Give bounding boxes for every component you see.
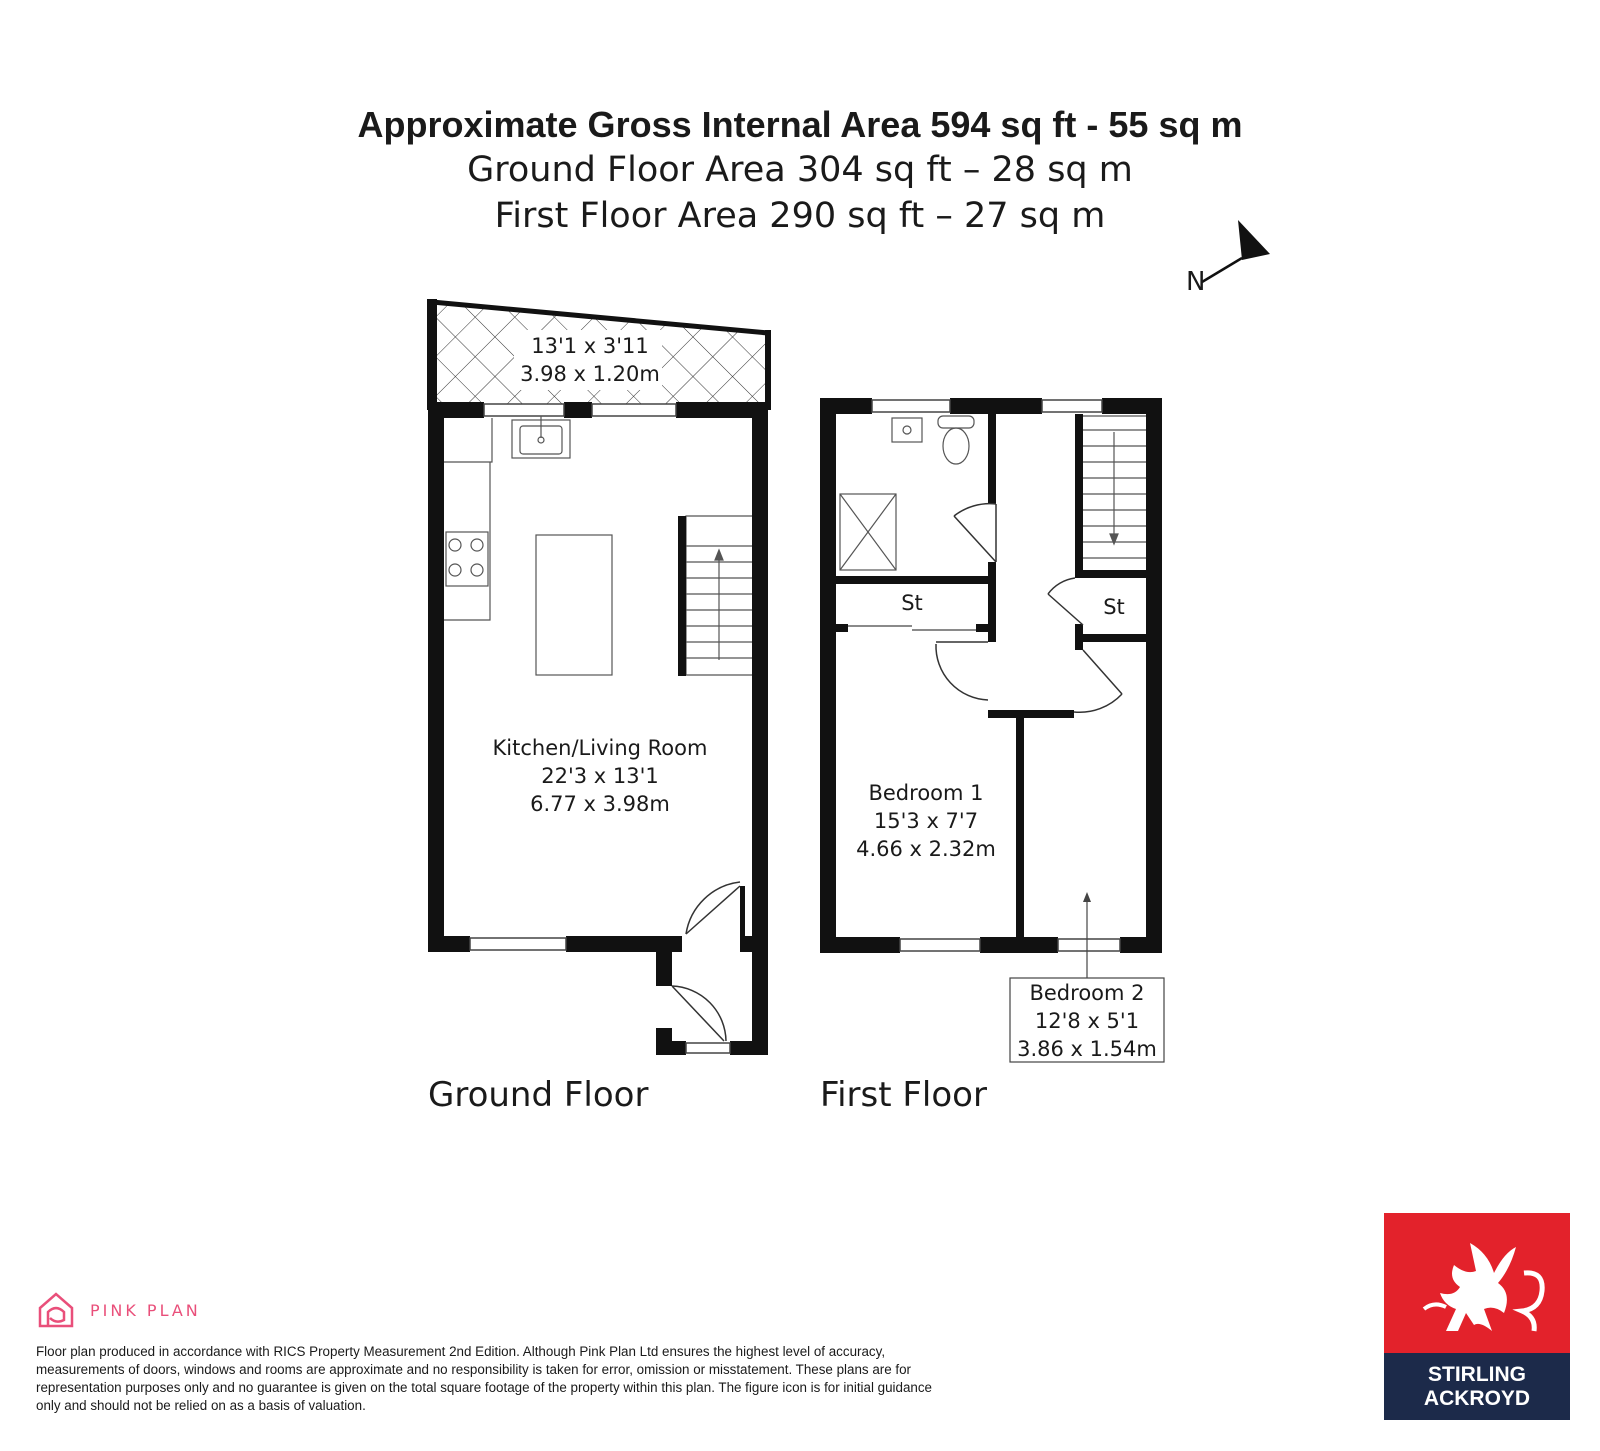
- terrace-dims-imperial: 13'1 x 3'11: [531, 334, 649, 358]
- pink-plan-brand: [36, 1290, 201, 1330]
- bedroom-1-name: Bedroom 1: [868, 781, 984, 805]
- store-label-1: St: [901, 591, 923, 615]
- first-floor-label: First Floor: [820, 1075, 987, 1115]
- house-logo-icon: [36, 1290, 76, 1330]
- bedroom-2-dims-metric: 3.86 x 1.54m: [1017, 1037, 1157, 1061]
- bedroom-1-dims-imperial: 15'3 x 7'7: [873, 809, 979, 833]
- bedroom-2-name: Bedroom 2: [1029, 981, 1145, 1005]
- bedroom-1-dims-metric: 4.66 x 2.32m: [856, 837, 996, 861]
- agent-name-line2: ACKROYD: [1423, 1387, 1531, 1410]
- north-label: N: [1186, 267, 1206, 297]
- gross-area-title: Approximate Gross Internal Area 594 sq ft - 55 sq m: [357, 104, 1243, 145]
- pink-plan-label: PINK PLAN: [90, 1300, 201, 1320]
- disclaimer-text: Floor plan produced in accordance with RICS Property Measurement 2nd Edition. Although Pink Plan Ltd ensures the highest level of accuracy, measurements of doors, windows and rooms are approximate and no responsibility is taken for error, omission or misstatement. These plans are for representation purposes only and no guarantee is given on the total square footage of the property within this plan. The figure icon is for initial guidance only and should not be relied on as a basis of valuation.: [36, 1344, 933, 1413]
- kitchen-dims-imperial: 22'3 x 13'1: [541, 764, 659, 788]
- stirling-ackroyd-logo: [1384, 1213, 1570, 1420]
- griffin-icon: [1384, 1213, 1570, 1353]
- agent-name-line1: STIRLING: [1428, 1363, 1526, 1386]
- kitchen-dims-metric: 6.77 x 3.98m: [530, 792, 670, 816]
- store-label-2: St: [1103, 595, 1125, 619]
- bedroom-2-dims-imperial: 12'8 x 5'1: [1034, 1009, 1140, 1033]
- first-floor-area: First Floor Area 290 sq ft – 27 sq m: [494, 196, 1106, 236]
- terrace-dims-metric: 3.98 x 1.20m: [520, 362, 660, 386]
- kitchen-name: Kitchen/Living Room: [492, 736, 708, 760]
- north-arrow-icon: [1186, 220, 1270, 297]
- ground-floor-area: Ground Floor Area 304 sq ft – 28 sq m: [467, 150, 1133, 190]
- ground-floor-plan: [428, 299, 768, 1055]
- ground-floor-label: Ground Floor: [428, 1075, 649, 1115]
- first-floor-plan: [820, 398, 1164, 1062]
